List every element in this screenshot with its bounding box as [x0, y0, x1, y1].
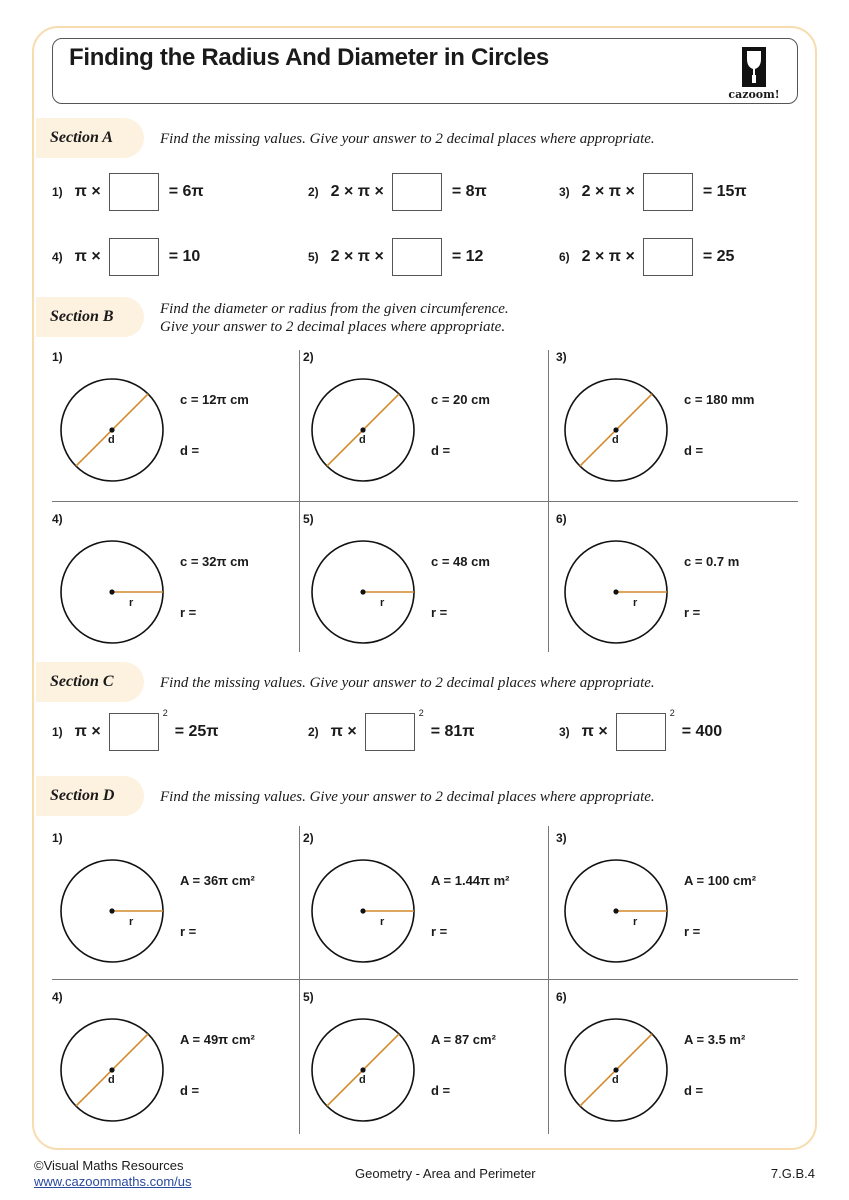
question-number: 1): [52, 831, 63, 845]
given-value: c = 32π cm: [180, 554, 249, 569]
circle-diagram: [556, 370, 676, 490]
answer-box[interactable]: 2: [616, 713, 666, 751]
circle-diagram: [52, 851, 172, 971]
center-point: [360, 589, 365, 594]
given-value: c = 20 cm: [431, 392, 490, 407]
question-a3: 3) 2 × π × = 15π: [559, 173, 747, 211]
answer-prompt[interactable]: r =: [180, 924, 197, 939]
center-point: [109, 1067, 114, 1072]
line-label: r: [633, 916, 638, 928]
answer-prompt[interactable]: d =: [431, 1083, 451, 1098]
question-number: 6): [556, 990, 567, 1004]
given-value: A = 87 cm²: [431, 1032, 496, 1047]
line-label: r: [129, 597, 134, 609]
answer-box[interactable]: [643, 238, 693, 276]
center-point: [109, 427, 114, 432]
answer-prompt[interactable]: r =: [180, 605, 197, 620]
answer-box[interactable]: 2: [109, 713, 159, 751]
answer-prompt[interactable]: d =: [180, 1083, 200, 1098]
question-number: 4): [52, 990, 63, 1004]
center-point: [109, 589, 114, 594]
section-c-tab: Section C: [36, 662, 144, 702]
answer-prompt[interactable]: r =: [684, 924, 701, 939]
question-number: 2): [303, 831, 314, 845]
circle-diagram: [303, 851, 423, 971]
answer-prompt[interactable]: r =: [431, 605, 448, 620]
question-number: 5): [303, 512, 314, 526]
question-number: 3): [556, 350, 567, 364]
circle-diagram: [52, 1010, 172, 1130]
answer-prompt[interactable]: d =: [684, 443, 704, 458]
question-a6: 6) 2 × π × = 25: [559, 238, 734, 276]
answer-box[interactable]: [392, 238, 442, 276]
given-value: c = 0.7 m: [684, 554, 740, 569]
answer-box[interactable]: [109, 238, 159, 276]
grid-divider: [52, 501, 798, 502]
line-label: d: [359, 1074, 366, 1086]
question-a2: 2) 2 × π × = 8π: [308, 173, 487, 211]
center-point: [613, 908, 618, 913]
given-value: A = 100 cm²: [684, 873, 757, 888]
center-point: [613, 589, 618, 594]
footer-standard-code: 7.G.B.4: [770, 1166, 815, 1181]
circle-diagram: [52, 532, 172, 652]
section-a-instruction: Find the missing values. Give your answer to 2 decimal places where appropriate.: [160, 131, 655, 147]
grid-divider: [52, 979, 798, 980]
line-label: r: [380, 916, 385, 928]
center-point: [360, 908, 365, 913]
grid-divider: [299, 826, 300, 1134]
given-value: c = 48 cm: [431, 554, 490, 569]
center-point: [360, 427, 365, 432]
circle-diagram: [556, 1010, 676, 1130]
center-point: [109, 908, 114, 913]
line-label: d: [612, 434, 619, 446]
answer-prompt[interactable]: d =: [431, 443, 451, 458]
line-label: d: [108, 434, 115, 446]
section-c-instruction: Find the missing values. Give your answer to 2 decimal places where appropriate.: [160, 675, 655, 691]
question-c1: 1) π × 2 = 25π: [52, 713, 219, 751]
question-a5: 5) 2 × π × = 12: [308, 238, 483, 276]
given-value: c = 12π cm: [180, 392, 249, 407]
section-b-tab: Section B: [36, 297, 144, 337]
question-number: 5): [303, 990, 314, 1004]
circle-diagram: [303, 370, 423, 490]
section-d-tab: Section D: [36, 776, 144, 816]
answer-box[interactable]: 2: [365, 713, 415, 751]
section-b-instruction-1: Find the diameter or radius from the given circumference.: [160, 301, 509, 317]
given-value: A = 1.44π m²: [431, 873, 510, 888]
section-a-tab: Section A: [36, 118, 144, 158]
cazoom-logo: cazoom!: [725, 45, 783, 101]
question-number: 1): [52, 350, 63, 364]
question-a4: 4) π × = 10: [52, 238, 200, 276]
question-number: 3): [556, 831, 567, 845]
given-value: A = 3.5 m²: [684, 1032, 746, 1047]
question-a1: 1) π × = 6π: [52, 173, 204, 211]
line-label: d: [108, 1074, 115, 1086]
circle-diagram: [556, 851, 676, 971]
question-c2: 2) π × 2 = 81π: [308, 713, 475, 751]
given-value: A = 36π cm²: [180, 873, 255, 888]
copyright-text: ©Visual Maths Resources: [34, 1158, 184, 1173]
line-label: d: [359, 434, 366, 446]
title-box: [52, 38, 798, 104]
line-label: r: [633, 597, 638, 609]
center-point: [613, 1067, 618, 1072]
section-d-instruction: Find the missing values. Give your answer to 2 decimal places where appropriate.: [160, 789, 655, 805]
page-title: Finding the Radius And Diameter in Circles: [69, 44, 549, 71]
line-label: r: [129, 916, 134, 928]
given-value: A = 49π cm²: [180, 1032, 255, 1047]
answer-box[interactable]: [109, 173, 159, 211]
question-number: 2): [303, 350, 314, 364]
line-label: d: [612, 1074, 619, 1086]
question-c3: 3) π × 2 = 400: [559, 713, 722, 751]
footer-topic: Geometry - Area and Perimeter: [355, 1166, 536, 1181]
section-b-instruction-2: Give your answer to 2 decimal places where appropriate.: [160, 319, 506, 335]
answer-box[interactable]: [392, 173, 442, 211]
question-number: 4): [52, 512, 63, 526]
website-link[interactable]: www.cazoommaths.com/us: [34, 1174, 192, 1189]
given-value: c = 180 mm: [684, 392, 755, 407]
answer-prompt[interactable]: r =: [684, 605, 701, 620]
circle-diagram: [303, 532, 423, 652]
center-point: [613, 427, 618, 432]
hourglass-icon: [725, 45, 783, 89]
question-number: 6): [556, 512, 567, 526]
grid-divider: [548, 826, 549, 1134]
answer-prompt[interactable]: d =: [684, 1083, 704, 1098]
circle-diagram: [52, 370, 172, 490]
answer-prompt[interactable]: d =: [180, 443, 200, 458]
center-point: [360, 1067, 365, 1072]
footer-credit: [34, 1158, 192, 1190]
circle-diagram: [556, 532, 676, 652]
answer-box[interactable]: [643, 173, 693, 211]
line-label: r: [380, 597, 385, 609]
answer-prompt[interactable]: r =: [431, 924, 448, 939]
circle-diagram: [303, 1010, 423, 1130]
